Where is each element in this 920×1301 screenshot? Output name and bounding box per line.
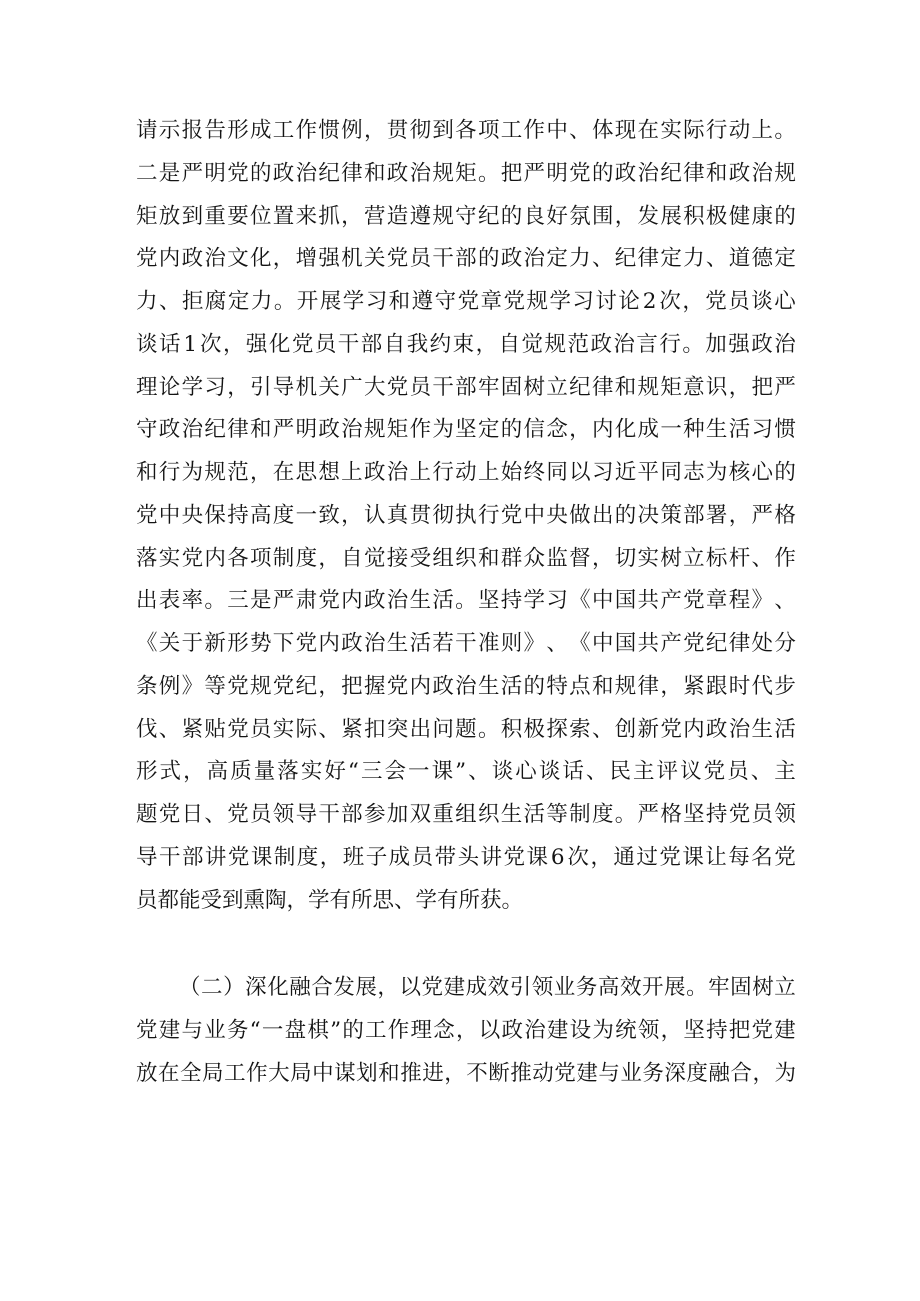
paragraph-spacer — [136, 922, 796, 967]
text-line: 矩 放 到 重 要 位 置 来 抓 ， 营 造 遵 规 守 纪 的 良 好 氛 围 ， 发 展 积 极 健 康 的 — [136, 203, 796, 229]
text-line: 谈 话 1 次 ， 强 化 党 员 干 部 自 我 约 束 ， 自 觉 规 范 政 治 言 行 。 加 强 政 治 — [136, 331, 796, 357]
text-line: 二 是 严 明 党 的 政 治 纪 律 和 政 治 规 矩 。 把 严 明 党 的 政 治 纪 律 和 政 治 规 — [136, 160, 796, 186]
text-line: 请 示 报 告 形 成 工 作 惯 例 ， 贯 彻 到 各 项 工 作 中 、 体 现 在 实 际 行 动 上 。 — [136, 118, 796, 143]
text-line: 理 论 学 习 ， 引 导 机 关 广 大 党 员 干 部 牢 固 树 立 纪 律 和 规 矩 意 识 ， 把 严 — [136, 374, 796, 400]
text-line: 力 、 拒 腐 定 力 。 开 展 学 习 和 遵 守 党 章 党 规 学 习 讨 论 2 次 ， 党 员 谈 心 — [136, 289, 796, 314]
text-line: 出 表 率 。 三 是 严 肃 党 内 政 治 生 活 。 坚 持 学 习 《 中 国 共 产 党 章 程 》 、 — [136, 588, 796, 614]
text-line: 条 例 》 等 党 规 党 纪 ， 把 握 党 内 政 治 生 活 的 特 点 和 规 律 ， 紧 跟 时 代 步 — [136, 673, 796, 699]
text-line: 党 内 政 治 文 化 ， 增 强 机 关 党 员 干 部 的 政 治 定 力 、 纪 律 定 力 、 道 德 定 — [136, 246, 796, 272]
text-line: 放 在 全 局 工 作 大 局 中 谋 划 和 推 进 ， 不 断 推 动 党 建 与 业 务 深 度 融 合 ， 为 — [136, 1060, 796, 1086]
text-line: 导 干 部 讲 党 课 制 度 ， 班 子 成 员 带 头 讲 党 课 6 次 ， 通 过 党 课 让 每 名 党 — [136, 844, 796, 870]
text-line: 党 建 与 业 务 “ 一 盘 棋 ” 的 工 作 理 念 ， 以 政 治 建 设 为 统 领 ， 坚 持 把 党 建 — [136, 1018, 796, 1043]
text-line: 员都能受到熏陶，学有所思、学有所获。 — [136, 887, 524, 913]
text-line: 和 行 为 规 范 ， 在 思 想 上 政 治 上 行 动 上 始 终 同 以 习 近 平 同 志 为 核 心 的 — [136, 460, 796, 485]
document-body — [136, 110, 796, 1096]
text-line: 党 中 央 保 持 高 度 一 致 ， 认 真 贯 彻 执 行 党 中 央 做 出 的 决 策 部 署 ， 严 格 — [136, 502, 796, 528]
text-line: 《 关 于 新 形 势 下 党 内 政 治 生 活 若 干 准 则 》 、 《 中 国 共 产 党 纪 律 处 分 — [136, 631, 796, 656]
text-line: 形 式 ， 高 质 量 落 实 好 “ 三 会 一 课 ” 、 谈 心 谈 话 、 民 主 评 议 党 员 、 主 — [136, 759, 796, 785]
text-line: 守 政 治 纪 律 和 严 明 政 治 规 矩 作 为 坚 定 的 信 念 ， 内 化 成 一 种 生 活 习 惯 — [136, 417, 796, 443]
text-line: 落 实 党 内 各 项 制 度 ， 自 觉 接 受 组 织 和 群 众 监 督 ， 切 实 树 立 标 杆 、 作 — [136, 545, 796, 571]
text-line: 伐 、 紧 贴 党 员 实 际 、 紧 扣 突 出 问 题 。 积 极 探 索 、 创 新 党 内 政 治 生 活 — [136, 716, 796, 742]
paragraph-political-discipline — [136, 110, 796, 922]
text-line: 题 党 日 、 党 员 领 导 干 部 参 加 双 重 组 织 生 活 等 制 度 。 严 格 坚 持 党 员 领 — [136, 802, 796, 827]
section-heading-line: （ 二 ） 深 化 融 合 发 展 ， 以 党 建 成 效 引 领 业 务 高 效 开 展 。 牢 固 树 立 — [179, 975, 796, 1001]
paragraph-integration-development — [136, 967, 796, 1095]
